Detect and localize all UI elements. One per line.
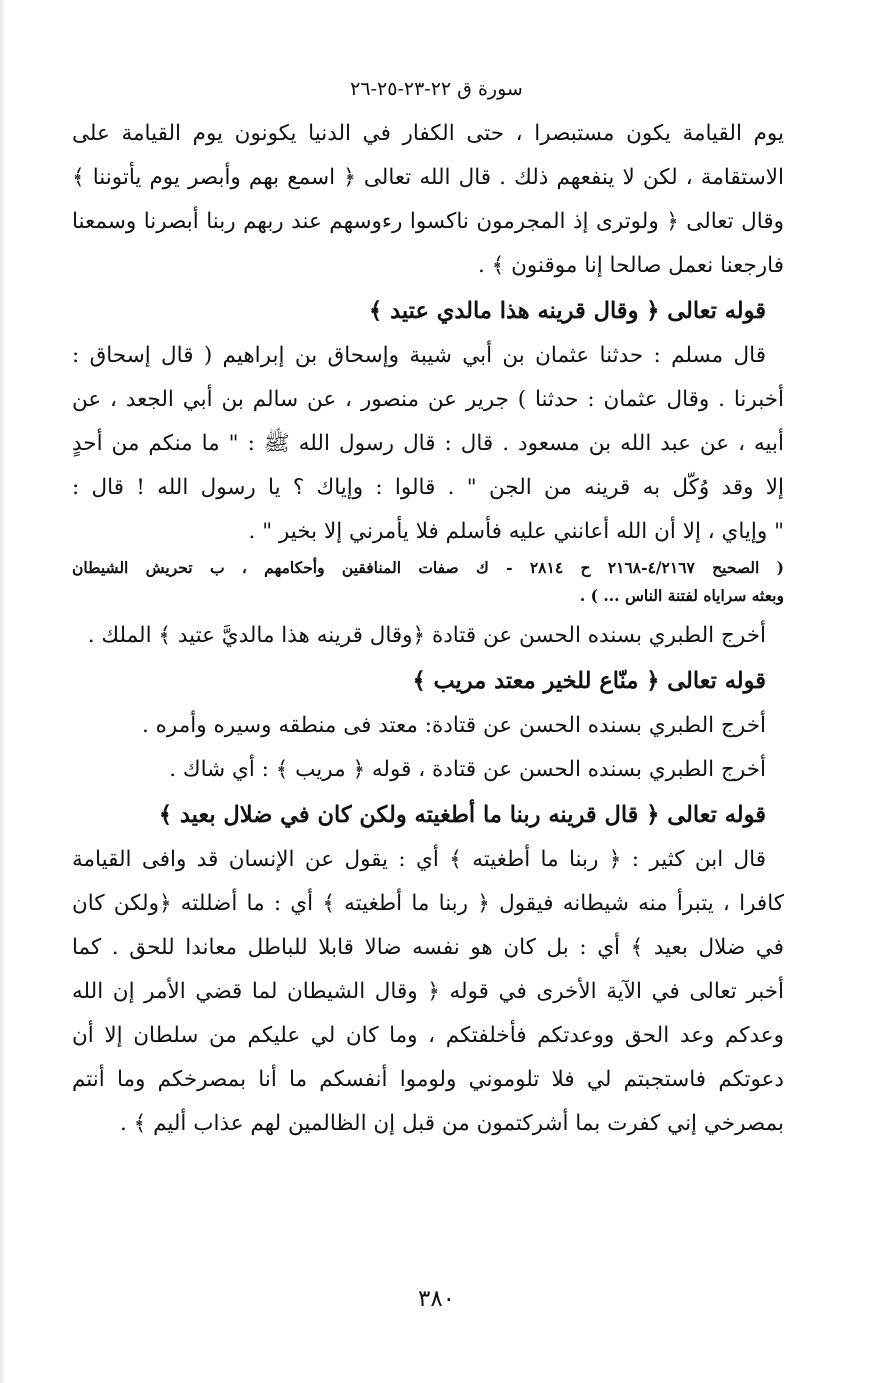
text-line: كافرا ، يتبرأ منه شيطانه فيقول ﴿ ربنا ما أطغيته ﴾ أي : ما أضللته ﴿ولكن كان [72,891,784,916]
text-line: دعوتكم فاستجبتم لي فلا تلوموني ولوموا أنفسكم ما أنا بمصرخكم وما أنتم [72,1067,784,1092]
text-line: أخبر تعالى في الآية الأخرى في قوله ﴿ وقال الشيطان لما قضي الأمر إن الله [72,979,784,1004]
paragraph-end-line: " وإياي ، إلا أن الله أعانني عليه فأسلم فلا يأمرني إلا بخير " . [248,519,784,544]
running-header: سورة ق ٢٢-٢٣-٢٥-٢٦ [350,78,523,100]
paragraph-end-line: أخرج الطبري بسنده الحسن عن قتادة: معتد فى منطقه وسيره وأمره . [141,713,766,738]
text-line: أخبرنا . وقال عثمان : حدثنا ) جرير عن منصور ، عن سالم بن أبي الجعد ، عن [72,387,784,412]
paragraph-end-line: بمصرخي إني كفرت بما أشركتمون من قبل إن الظالمين لهم عذاب أليم ﴾ . [119,1111,784,1136]
page-edge-shadow [0,0,6,1383]
verse-heading: قوله تعالى ﴿ منّاع للخير معتد مريب ﴾ [412,668,766,694]
paragraph-end-line: أخرج الطبري بسنده الحسن عن قتادة ﴿وقال قرينه هذا مالديَّ عتيد ﴾ الملك . [87,623,766,648]
citation-line: وبعثه سراياه لفتنة الناس ... ) . [579,586,784,605]
text-line: إلا وقد وُكّل به قرينه من الجن " . قالوا : وإياك ؟ يا رسول الله ! قال : [72,475,784,500]
text-line: أبيه ، عن عبد الله بن مسعود . قال : قال رسول الله ﷺ : " ما منكم من أحدٍ [72,431,784,456]
text-line: قال مسلم : حدثنا عثمان بن أبي شيبة وإسحاق بن إبراهيم ( قال إسحاق : [72,343,766,368]
text-line: في ضلال بعيد ﴾ أي : بل كان هو نفسه ضالا قابلا للباطل معاندا للحق . كما [72,935,784,960]
text-line: وقال تعالى ﴿ ولوترى إذ المجرمون ناكسوا رءوسهم عند ربهم ربنا أبصرنا وسمعنا [72,209,784,234]
verse-heading: قوله تعالى ﴿ وقال قرينه هذا مالدي عتيد ﴾ [369,298,766,324]
citation-line: ( الصحيح ٤/٢١٦٧-٢١٦٨ ح ٢٨١٤ - ك صفات المنافقين وأحكامهم ، ب تحريش الشيطان [72,558,784,577]
text-line: الاستقامة ، لكن لا ينفعهم ذلك . قال الله تعالى ﴿ اسمع بهم وأبصر يوم يأتوننا ﴾ [72,165,784,190]
paragraph-end-line: فارجعنا نعمل صالحا إنا موقنون ﴾ . [478,253,784,278]
page-body [72,112,784,1146]
text-line: قال ابن كثير : ﴿ ربنا ما أطغيته ﴾ أي : يقول عن الإنسان قد وافى القيامة [72,847,766,872]
verse-heading: قوله تعالى ﴿ قال قرينه ربنا ما أطغيته ولكن كان في ضلال بعيد ﴾ [158,802,766,828]
text-line: يوم القيامة يكون مستبصرا ، حتى الكفار في الدنيا يكونون يوم القيامة على [72,121,784,146]
text-line: وعدكم وعد الحق ووعدتكم فأخلفتكم ، وما كان لي عليكم من سلطان إلا أن [72,1023,784,1048]
paragraph-end-line: أخرج الطبري بسنده الحسن عن قتادة ، قوله ﴿ مريب ﴾ : أي شاك . [169,757,766,782]
page-number: ٣٨٠ [417,1286,456,1312]
